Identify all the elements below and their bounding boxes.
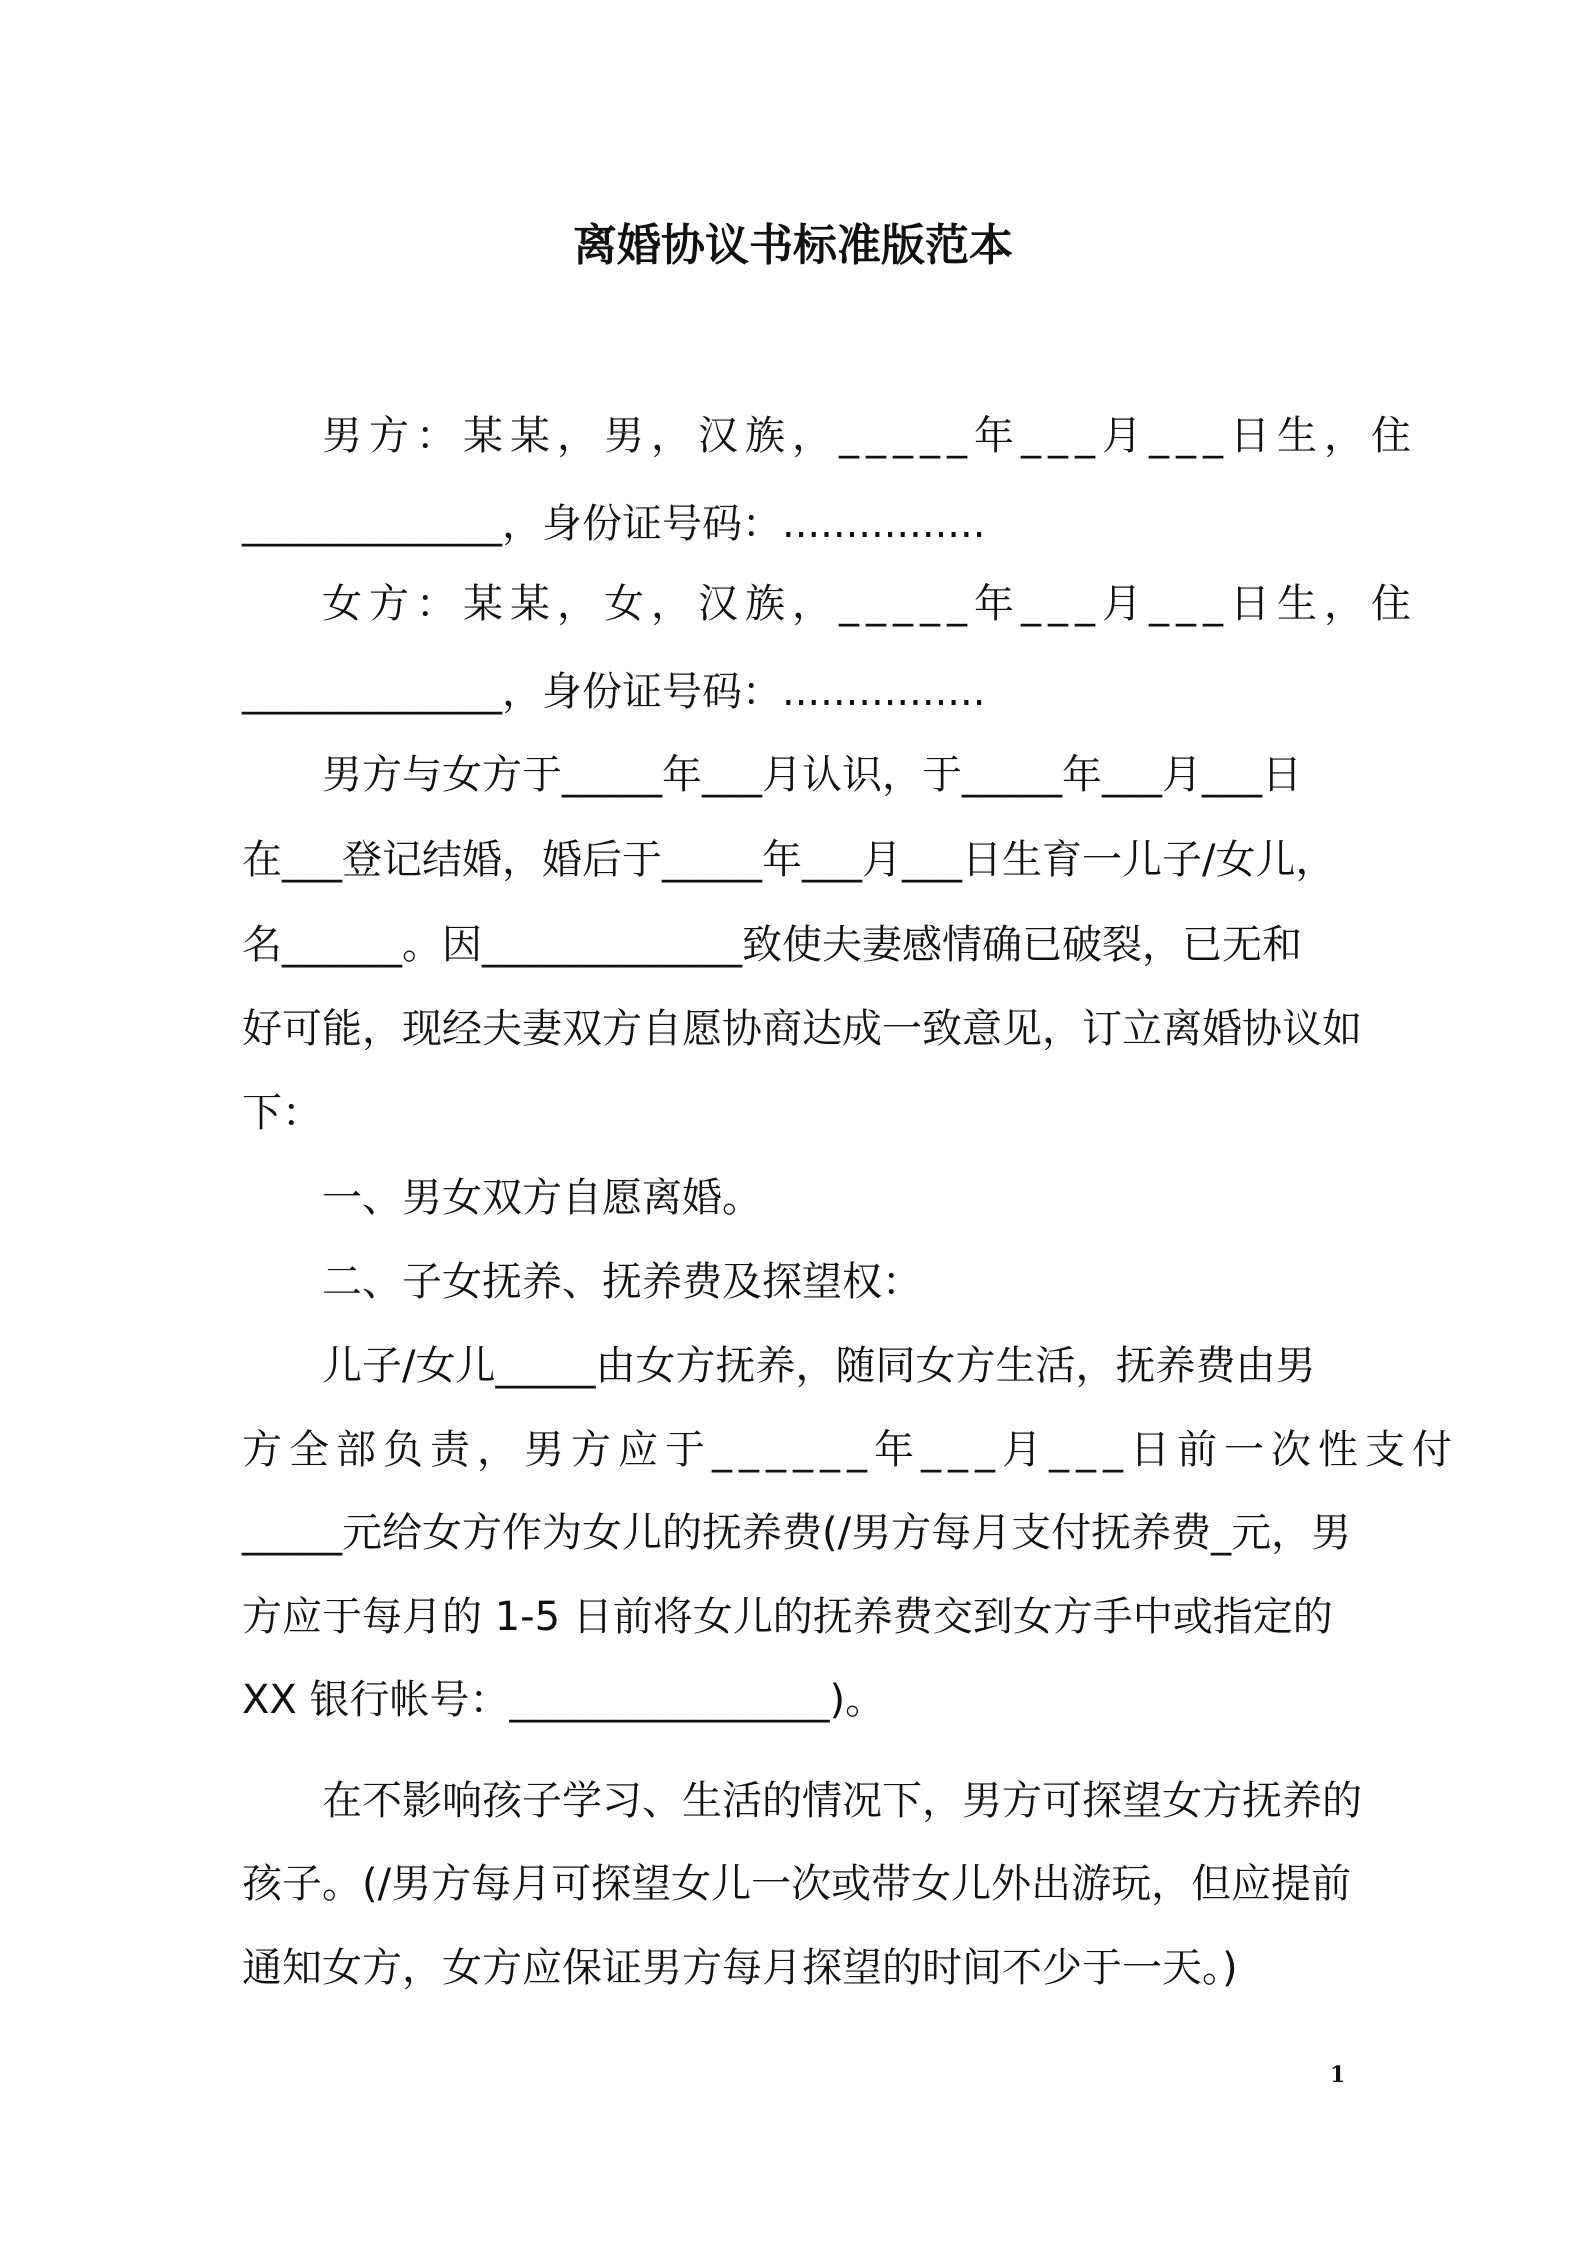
custody-paragraph-line-3: _____元给女方作为女儿的抚养费(/男方每月支付抚养费_元，男 (242, 1510, 1352, 1556)
male-party-line-1: 男方：某某，男，汉族，_____年___月___日生，住 (322, 413, 1418, 459)
document-title: 离婚协议书标准版范本 (573, 220, 1013, 271)
page-number: 1 (1330, 2062, 1346, 2088)
section-one: 一、男女双方自愿离婚。 (322, 1175, 762, 1221)
visitation-paragraph-line-2: 孩子。(/男方每月可探望女儿一次或带女儿外出游玩，但应提前 (242, 1861, 1352, 1907)
female-party-line-2: _____________，身份证号码：................ (242, 669, 986, 715)
section-two-heading: 二、子女抚养、抚养费及探望权： (322, 1259, 922, 1305)
custody-paragraph-line-5: XX 银行帐号：________________)。 (242, 1677, 886, 1723)
custody-paragraph-line-2: 方全部负责，男方应于______年___月___日前一次性支付 (242, 1427, 1459, 1473)
custody-paragraph-line-4: 方应于每月的 1-5 日前将女儿的抚养费交到女方手中或指定的 (242, 1594, 1333, 1640)
visitation-paragraph-line-1: 在不影响孩子学习、生活的情况下，男方可探望女方抚养的 (322, 1778, 1362, 1824)
male-party-line-2: _____________，身份证号码：................ (242, 501, 986, 547)
marriage-paragraph-line-1: 男方与女方于_____年___月认识，于_____年___月___日 (322, 752, 1302, 798)
marriage-paragraph-line-5: 下： (242, 1090, 322, 1136)
marriage-paragraph-line-3: 名______。因_____________致使夫妻感情确已破裂，已无和 (242, 922, 1302, 968)
custody-paragraph-line-1: 儿子/女儿_____由女方抚养，随同女方生活，抚养费由男 (322, 1343, 1316, 1389)
female-party-line-1: 女方：某某，女，汉族，_____年___月___日生，住 (322, 581, 1418, 627)
marriage-paragraph-line-4: 好可能，现经夫妻双方自愿协商达成一致意见，订立离婚协议如 (242, 1006, 1362, 1052)
marriage-paragraph-line-2: 在___登记结婚，婚后于_____年___月___日生育一儿子/女儿， (242, 837, 1336, 883)
document-body (242, 0, 1459, 2244)
visitation-paragraph-line-3: 通知女方，女方应保证男方每月探望的时间不少于一天。) (242, 1945, 1238, 1991)
